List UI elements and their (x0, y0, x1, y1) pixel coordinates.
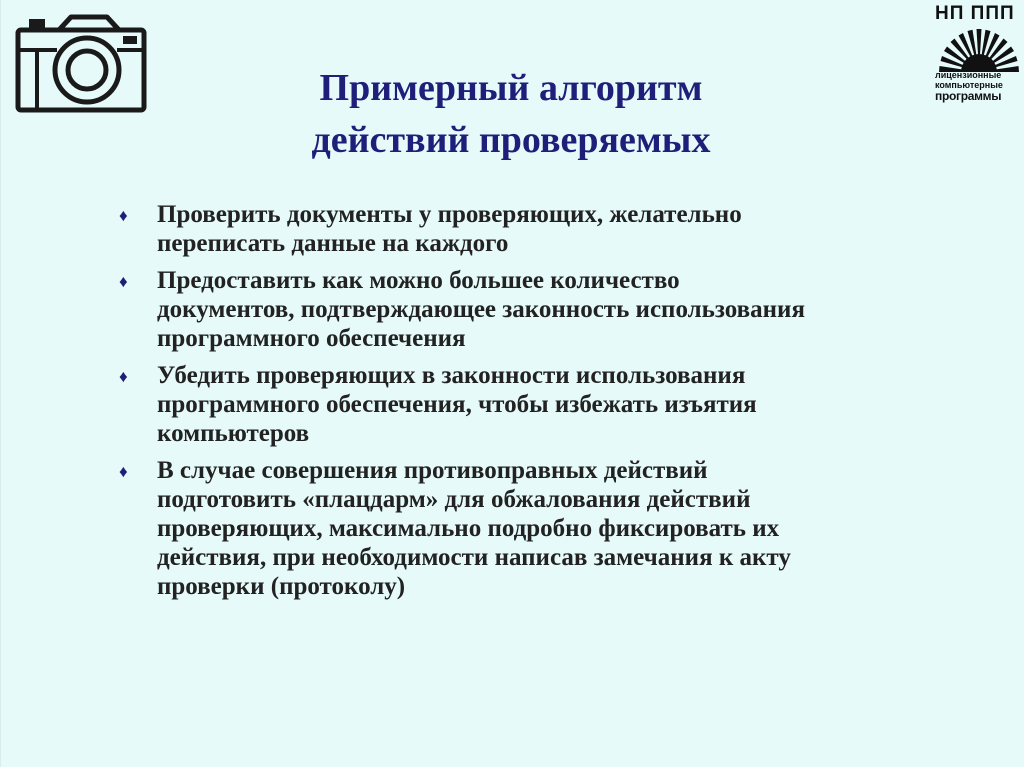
logo-sunburst-icon (937, 28, 1021, 72)
logo-line-1: лицензионные (935, 70, 1002, 80)
bullet-text-line: Проверить документы у проверяющих, желательно (157, 201, 742, 228)
logo-title: НП ППП (935, 3, 1015, 24)
bullet-text-line: Предоставить как можно большее количество (157, 267, 680, 294)
diamond-bullet-icon: ♦ (119, 206, 128, 225)
bullet-text-line: программного обеспечения, чтобы избежать изъятия (157, 391, 757, 418)
camera-icon (15, 14, 147, 114)
npppp-logo (935, 4, 1021, 104)
diamond-bullet-icon: ♦ (119, 272, 128, 291)
bullet-text-line: проверяющих, максимально подробно фиксировать их (157, 515, 780, 542)
bullet-item (119, 361, 979, 448)
bullet-item (119, 266, 979, 353)
logo-line-2: компьютерные (935, 80, 1003, 90)
bullet-text-line: В случае совершения противоправных действий (157, 457, 708, 484)
slide-title (181, 62, 841, 166)
bullet-text-line: проверки (протоколу) (157, 573, 406, 600)
slide-title-line-1: Примерный алгоритм (319, 67, 703, 109)
bullet-text-line: действия, при необходимости написав замечания к акту (157, 544, 791, 571)
logo-line-3: программы (935, 89, 1002, 103)
bullet-text-line: подготовить «плацдарм» для обжалования действий (157, 486, 751, 513)
bullet-list (119, 200, 979, 609)
diamond-bullet-icon: ♦ (119, 367, 128, 386)
diamond-bullet-icon: ♦ (119, 462, 128, 481)
bullet-text-line: компьютеров (157, 420, 310, 447)
bullet-text-line: программного обеспечения (157, 325, 466, 352)
logo-subtitle (935, 70, 1024, 103)
bullet-text-line: документов, подтверждающее законность использования (157, 296, 805, 323)
bullet-item (119, 200, 979, 258)
bullet-item (119, 456, 979, 601)
bullet-text-line: переписать данные на каждого (157, 230, 509, 257)
slide-title-line-2: действий проверяемых (311, 119, 711, 161)
bullet-text-line: Убедить проверяющих в законности использования (157, 362, 746, 389)
